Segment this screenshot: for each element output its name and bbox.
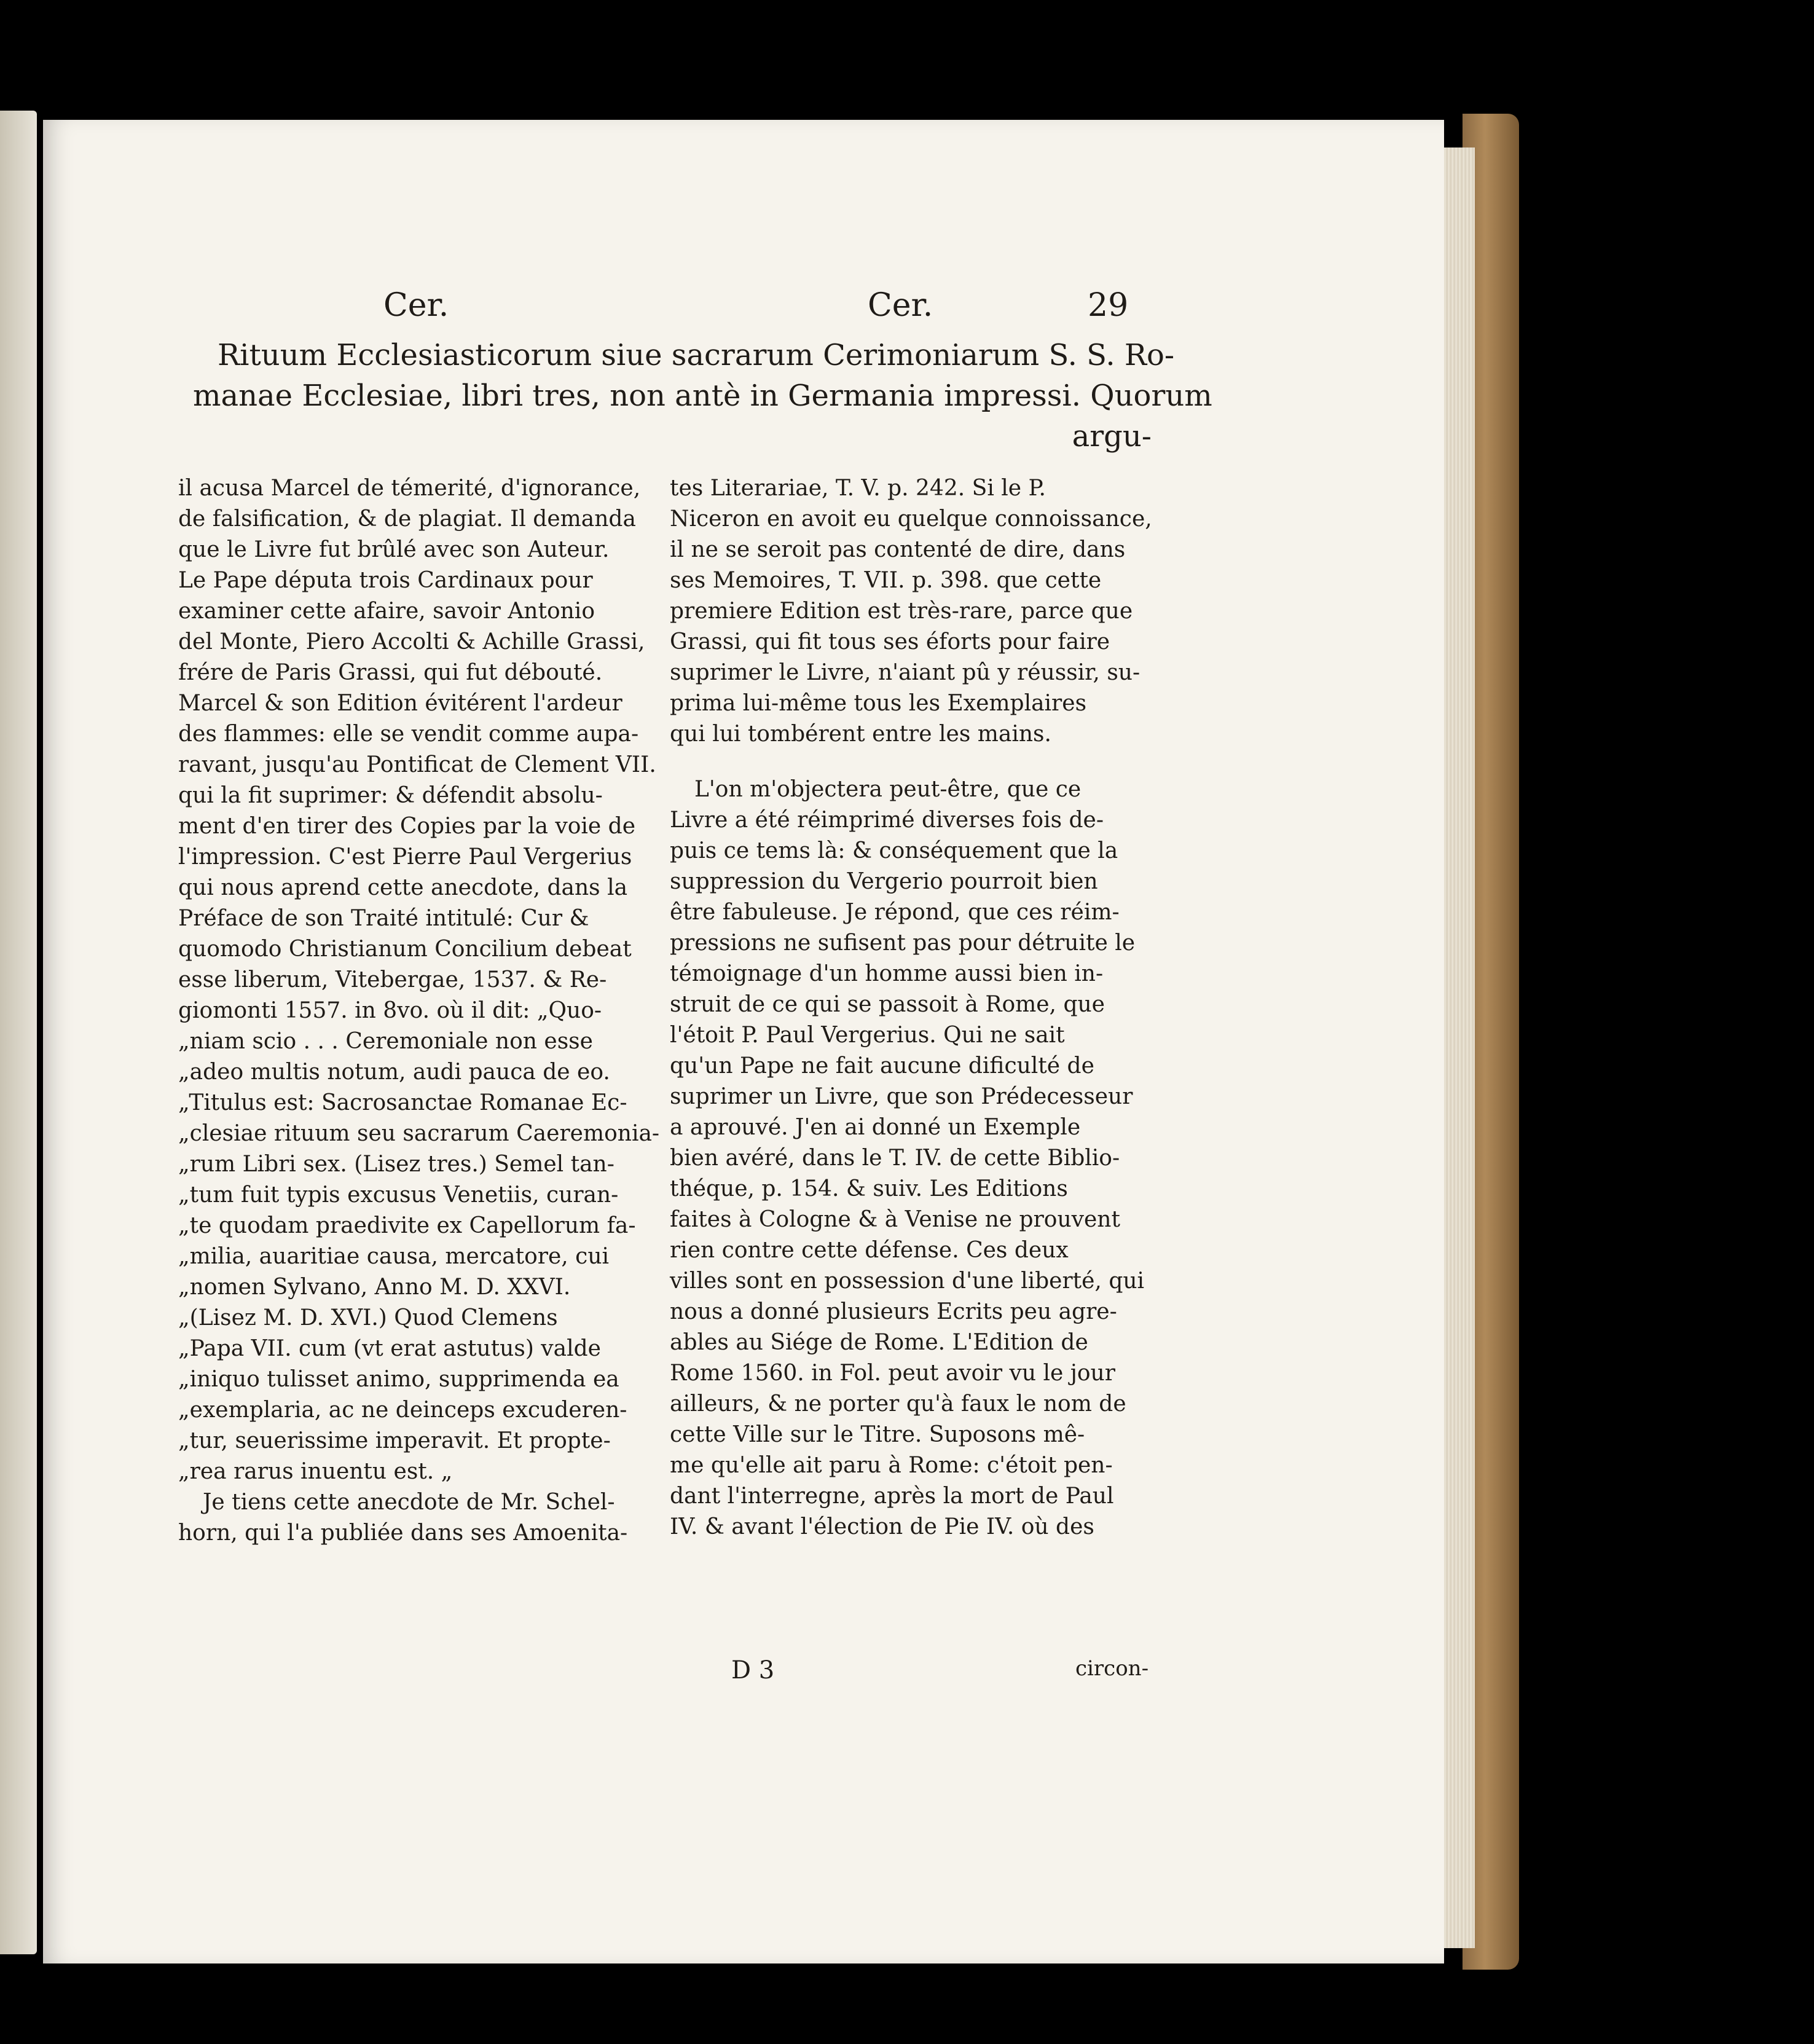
text-line: horn, qui l'a publiée dans ses Amoenita- (178, 1520, 628, 1546)
text-line: „nomen Sylvano, Anno M. D. XXVI. (178, 1275, 571, 1300)
text-line: il ne se seroit pas contenté de dire, dans (670, 537, 1126, 562)
text-line: qu'un Pape ne fait aucune dificulté de (670, 1053, 1094, 1079)
left-page-edge (0, 111, 37, 1954)
text-line: ailleurs, & ne porter qu'à faux le nom de (670, 1391, 1126, 1417)
text-line: faites à Cologne & à Venise ne prouvent (670, 1207, 1120, 1232)
running-head-left: Cer. (383, 287, 449, 324)
text-line: qui la fit suprimer: & défendit absolu- (178, 783, 603, 808)
text-line: frére de Paris Grassi, qui fut débouté. (178, 660, 603, 685)
text-line: „tum fuit typis excusus Venetiis, curan- (178, 1182, 619, 1208)
running-head-center: Cer. (868, 287, 933, 324)
text-line: l'impression. C'est Pierre Paul Vergerius (178, 844, 632, 870)
left-column (178, 473, 660, 1549)
text-line: IV. & avant l'élection de Pie IV. où des (670, 1514, 1094, 1539)
text-line: a aprouvé. J'en ai donné un Exemple (670, 1115, 1081, 1140)
text-line: L'on m'objectera peut-être, que ce (694, 777, 1082, 802)
text-line: del Monte, Piero Accolti & Achille Grassi, (178, 629, 645, 654)
text-line: villes sont en possession d'une liberté, qui (670, 1268, 1145, 1294)
text-line: „rea rarus inuentu est. „ (178, 1459, 453, 1484)
text-line: examiner cette afaire, savoir Antonio (178, 599, 595, 624)
text-line: nous a donné plusieurs Ecrits peu agre- (670, 1299, 1117, 1324)
text-line: Marcel & son Edition évitérent l'ardeur (178, 691, 622, 716)
text-line: que le Livre fut brûlé avec son Auteur. (178, 537, 610, 562)
text-line: Rome 1560. in Fol. peut avoir vu le jour (670, 1361, 1115, 1386)
text-line: de falsification, & de plagiat. Il demanda (178, 506, 636, 532)
title-block (193, 335, 1212, 457)
title-line: Rituum Ecclesiasticorum siue sacrarum Cerimoniarum S. S. Ro- (218, 338, 1175, 372)
text-line: prima lui-même tous les Exemplaires (670, 691, 1087, 716)
catchword: circon- (1075, 1656, 1149, 1681)
text-line: „clesiae rituum seu sacrarum Caeremonia- (178, 1121, 660, 1146)
right-column (670, 473, 1152, 1543)
text-line: témoignage d'un homme aussi bien in- (670, 961, 1104, 986)
text-line: „Papa VII. cum (vt erat astutus) valde (178, 1336, 601, 1361)
text-line: „adeo multis notum, audi pauca de eo. (178, 1059, 610, 1085)
text-line: dant l'interregne, après la mort de Paul (670, 1484, 1114, 1509)
paragraph-gap (670, 750, 1118, 774)
text-line: „iniquo tulisset animo, supprimenda ea (178, 1367, 619, 1392)
text-line: rien contre cette défense. Ces deux (670, 1238, 1069, 1263)
text-line: giomonti 1557. in 8vo. où il dit: „Quo- (178, 998, 602, 1023)
text-line: Livre a été réimprimé diverses fois de- (670, 808, 1104, 833)
text-line: quomodo Christianum Concilium debeat (178, 937, 632, 962)
page-number: 29 (1088, 287, 1129, 324)
text-line: „(Lisez M. D. XVI.) Quod Clemens (178, 1305, 558, 1331)
text-line: qui lui tombérent entre les mains. (670, 721, 1051, 747)
text-line: suprimer le Livre, n'aiant pû y réussir, su- (670, 660, 1141, 685)
text-line: ses Memoires, T. VII. p. 398. que cette (670, 568, 1102, 593)
text-line: puis ce tems là: & conséquement que la (670, 838, 1118, 863)
text-line: me qu'elle ait paru à Rome: c'étoit pen- (670, 1453, 1113, 1478)
text-line: „rum Libri sex. (Lisez tres.) Semel tan- (178, 1152, 614, 1177)
text-line: „niam scio . . . Ceremoniale non esse (178, 1029, 593, 1054)
book-page (43, 120, 1444, 1963)
text-line: premiere Edition est très-rare, parce que (670, 599, 1133, 624)
text-line: théque, p. 154. & suiv. Les Editions (670, 1176, 1068, 1201)
text-line: „te quodam praedivite ex Capellorum fa- (178, 1213, 636, 1238)
title-line: manae Ecclesiae, libri tres, non antè in Germania impressi. Quorum (193, 379, 1212, 413)
text-line: tes Literariae, T. V. p. 242. Si le P. (670, 476, 1046, 501)
text-line: Niceron en avoit eu quelque connoissance, (670, 506, 1152, 532)
text-line: pressions ne sufisent pas pour détruite le (670, 930, 1136, 956)
text-line: qui nous aprend cette anecdote, dans la (178, 875, 628, 900)
text-line: Grassi, qui fit tous ses éforts pour faire (670, 629, 1110, 654)
text-line: Le Pape députa trois Cardinaux pour (178, 568, 593, 593)
text-line: des flammes: elle se vendit comme aupa- (178, 721, 639, 747)
text-line: struit de ce qui se passoit à Rome, que (670, 992, 1105, 1017)
text-line: „milia, auaritiae causa, mercatore, cui (178, 1244, 610, 1269)
title-line: argu- (1072, 419, 1152, 454)
text-line: Préface de son Traité intitulé: Cur & (178, 906, 589, 931)
text-line: ravant, jusqu'au Pontificat de Clement VII. (178, 752, 656, 777)
text-line: suppression du Vergerio pourroit bien (670, 869, 1098, 894)
text-line: ment d'en tirer des Copies par la voie de (178, 814, 636, 839)
text-line: suprimer un Livre, que son Prédecesseur (670, 1084, 1133, 1109)
text-line: „Titulus est: Sacrosanctae Romanae Ec- (178, 1090, 627, 1115)
text-line: cette Ville sur le Titre. Suposons mê- (670, 1422, 1085, 1447)
text-line: „exemplaria, ac ne deinceps excuderen- (178, 1397, 627, 1423)
text-line: il acusa Marcel de témerité, d'ignorance, (178, 476, 641, 501)
text-line: ables au Siége de Rome. L'Edition de (670, 1330, 1088, 1355)
text-line: Je tiens cette anecdote de Mr. Schel- (203, 1490, 615, 1515)
text-line: l'étoit P. Paul Vergerius. Qui ne sait (670, 1023, 1065, 1048)
text-line: bien avéré, dans le T. IV. de cette Biblio- (670, 1146, 1120, 1171)
text-line: être fabuleuse. Je répond, que ces réim- (670, 900, 1120, 925)
text-line: esse liberum, Vitebergae, 1537. & Re- (178, 967, 607, 993)
text-line: „tur, seuerissime imperavit. Et propte- (178, 1428, 611, 1453)
signature-mark: D 3 (731, 1656, 775, 1684)
